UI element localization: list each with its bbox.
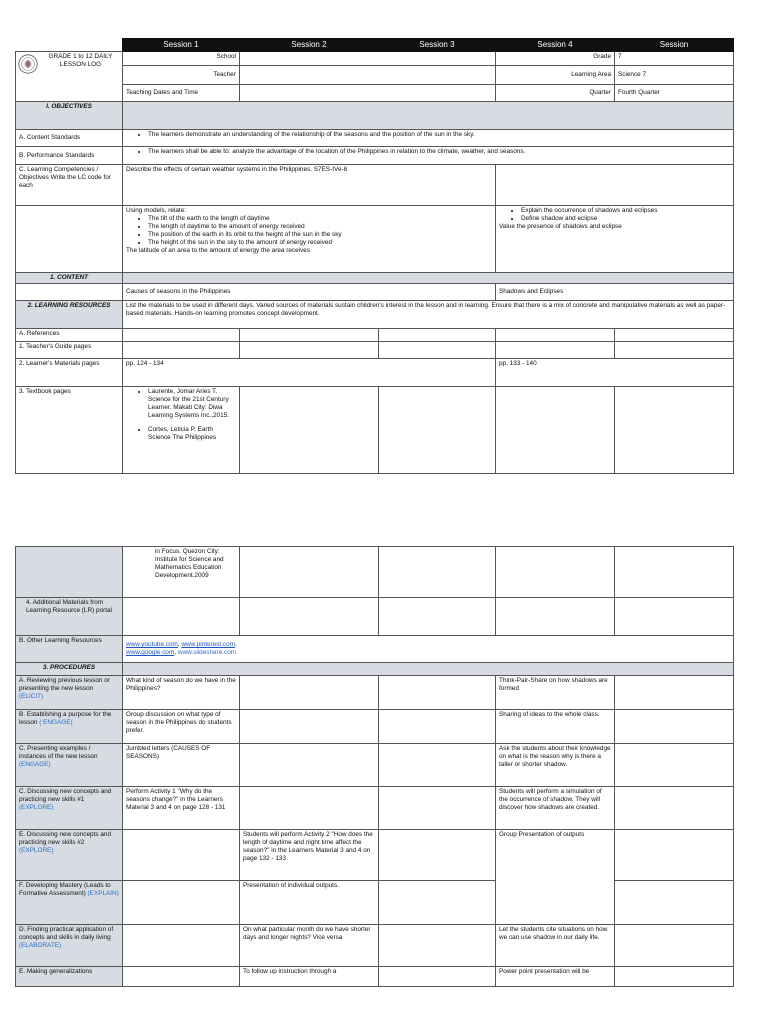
teacher-label: Teacher [123,66,240,85]
objectives-blank [16,206,123,273]
learners-materials-label: 2. Learner's Materials pages [16,359,123,387]
tbc-s2 [240,547,379,598]
content-standards-label: A. Content Standards [16,130,123,147]
learning-area-value: Science 7 [615,66,734,85]
procedure-s1 [123,967,240,987]
performance-standards-label: B. Performance Standards [16,147,123,165]
models-item: • The height of the sun in the sky to the amount of energy received [148,239,492,247]
procedure-s2: Students will perform Activity 2 "How does the length of daytime and night time affect the season?" in the Learners Material 3 and 4 on page 132 - 133 [240,830,379,881]
header-blank [16,39,123,52]
procedure-s3 [379,676,496,710]
session-4-header: Session 4 [496,39,615,52]
school-label: School [123,52,240,66]
procedure-s4: Think-Pair-Share on how shadows are formed [496,676,615,710]
textbook-s5 [615,387,734,474]
grade-label: Grade [496,52,615,66]
lesson-log-table-page2 [15,546,734,987]
procedure-tag: ( ENGAGE) [39,719,73,726]
quarter-label: Quarter [496,85,615,102]
procedure-s1 [123,830,240,881]
deped-seal-icon [18,54,38,74]
performance-standards-cell [123,147,734,165]
lm-s4: pp. 133 - 140 [496,359,734,387]
tg-s2 [240,342,379,359]
models-item: • The length of daytime to the amount of energy received [148,223,492,231]
tg-s5 [615,342,734,359]
procedure-label: E. Discussing new concepts and practicing new skills #2 (EXPLORE) [16,830,123,881]
log-title-cell [16,52,123,102]
objectives-heading: I. OBJECTIVES [16,102,123,130]
procedure-s3 [379,830,496,881]
procedure-s1 [123,925,240,967]
session-2-header: Session 2 [240,39,379,52]
performance-standards-value: • The learners shall be able to: analyze the advantage of the location of the Philippines in relation to the climate, weather, and seasons. [148,148,730,156]
procedure-s1: Jumbled letters (CAUSES OF SEASONS) [123,744,240,787]
content-s4: Shadows and Eclipses [496,284,734,301]
tbc-s3 [379,547,496,598]
procedure-label: E. Making generalizations [16,967,123,987]
procedure-s5 [615,710,734,744]
textbook-s2 [240,387,379,474]
other-resources-label: B. Other Learning Resources [16,636,123,663]
session-5-header: Session [615,39,734,52]
am-s2 [240,598,379,636]
procedure-s4: Let the students cite situations on how we can use shadow in our daily life. [496,925,615,967]
textbook-item: • Laurente, Jomar Aries T. Science for the 21st Century Learner. Makati City: Diwa Learning Systems Inc.,2015. [148,388,236,420]
quarter-value: Fourth Quarter [615,85,734,102]
am-s3 [379,598,496,636]
procedure-s3 [379,787,496,830]
procedure-s1 [123,881,240,925]
procedure-tag: (EXPLORE) [19,804,54,811]
lesson-log-table-page1 [15,38,734,474]
content-blank [16,284,123,301]
procedure-s5 [615,676,734,710]
teachers-guide-label: 1. Teacher's Guide pages [16,342,123,359]
textbook-s3 [379,387,496,474]
textbook-label: 3. Textbook pages [16,387,123,474]
link-youtube[interactable]: www.youtube.com [126,641,178,648]
link-google[interactable]: www.google.com [126,649,175,656]
procedure-tag: (ELABORATE) [19,942,62,949]
procedure-s3 [379,881,496,925]
procedure-s3 [379,967,496,987]
procedure-s5 [615,881,734,925]
procedure-s5 [615,744,734,787]
procedure-s2: Presentation of individual outputs. [240,881,379,925]
s4-objective-item: • Define shadow and eclipse [521,215,730,223]
procedure-tag: (EXPLORE) [19,847,54,854]
procedure-s5 [615,830,734,881]
s4-objective-item: • Explain the occurrence of shadows and eclipses [521,207,730,215]
procedure-s2 [240,787,379,830]
content-standards-cell [123,130,734,147]
procedure-s2 [240,744,379,787]
am-s1 [123,598,240,636]
learning-area-label: Learning Area [496,66,615,85]
procedure-s1: Perform Activity 1 "Why do the seasons change?" in the Learners Material 3 and 4 on page 128 - 131 [123,787,240,830]
competencies-value: Describe the effects of certain weather systems in the Philippines. S7ES-IVe-8 [123,165,496,206]
additional-materials-label: 4. Additional Materials from Learning Resource (LR) portal [16,598,123,636]
procedure-label: C. Discussing new concepts and practicing new skills #1 (EXPLORE) [16,787,123,830]
procedure-s2: To follow up instruction through a [240,967,379,987]
procedure-label: F. Developing Mastery (Leads to Formative Assessment) (EXPLAIN) [16,881,123,925]
procedure-s3 [379,925,496,967]
procedure-tag: (EXPLAIN) [87,890,119,897]
models-list [126,215,492,247]
log-title: GRADE 1 to 12 DAILY LESSON LOG [48,53,113,68]
models-cell [123,206,496,273]
ref-s4 [496,329,615,342]
content-s1: Causes of seasons in the Philippines [123,284,496,301]
ref-s5 [615,329,734,342]
textbook-s1 [123,387,240,474]
link-pinterest[interactable]: www.pinterest.com [181,641,236,648]
am-s4 [496,598,615,636]
procedure-s2: On what particular month do we have shorter days and longer nights? Vice versa [240,925,379,967]
models-intro: Using models, relate: [126,207,187,214]
content-heading: 1. CONTENT [16,273,123,284]
procedure-s1: Group discussion on what type of season in the Philippines do students prefer. [123,710,240,744]
school-value [240,52,496,66]
procedure-s4: Group Presentation of outputs [496,830,615,925]
s4-objective-tail: Value the presence of shadows and eclipse [499,223,622,230]
tg-s3 [379,342,496,359]
procedure-s2 [240,676,379,710]
content-heading-fill [123,273,734,284]
tg-s1 [123,342,240,359]
textbook-cont-label [16,547,123,598]
lm-s1: pp. 124 - 134 [123,359,496,387]
s4-objectives-cell [496,206,734,273]
procedure-s3 [379,744,496,787]
dates-value [240,85,496,102]
procedure-s5 [615,787,734,830]
models-item: • The tilt of the earth to the length of daytime [148,215,492,223]
models-tail: The latitude of an area to the amount of energy the area receives [126,247,311,254]
procedure-s4: Sharing of ideas to the whole class. [496,710,615,744]
procedure-s3 [379,710,496,744]
competencies-s4 [496,165,734,206]
competencies-label: C. Learning Competencies / Objectives Write the LC code for each [16,165,123,206]
ref-s2 [240,329,379,342]
session-header-row [16,39,734,52]
procedure-s4: Ask the students about their knowledge on what is the reason why is there a taller or shorter shadow. [496,744,615,787]
procedure-tag: (ENGAGE) [19,761,51,768]
procedure-label: A. Reviewing previous lesson or presenting the new lesson (ELICIT) [16,676,123,710]
am-s5 [615,598,734,636]
procedure-label: B. Establishing a purpose for the lesson ( ENGAGE) [16,710,123,744]
procedure-s4: Students will perform a simulation of the occurrence of shadow. They will discover how shadows are created. [496,787,615,830]
objectives-heading-fill [123,102,734,130]
procedures-heading-fill [123,663,734,676]
textbook-item: • Cortes, Leticia P. Earth Science The Philippines [148,426,236,442]
link-slideshare[interactable]: www.slideshare.com [177,649,237,656]
models-item: • The position of the earth in its orbit to the height of the sun in the sky [148,231,492,239]
procedure-s2 [240,710,379,744]
references-label: A. References [16,329,123,342]
textbook-continued: in Focus. Quezon City: Institute for Science and Mathematics Education Development,2009 [123,547,240,598]
procedures-heading: 3. PROCEDURES [16,663,123,676]
procedure-s4: Power point presentation will be [496,967,615,987]
grade-value: 7 [615,52,734,66]
session-1-header: Session 1 [123,39,240,52]
other-resources-links: www.youtube.com, www.pinterest.com, www.google.com, www.slideshare.com [123,636,734,663]
tbc-s4 [496,547,615,598]
ref-s1 [123,329,240,342]
resources-desc: List the materials to be used in different days. Varied sources of materials sustain children's interest in the lesson and in learning. Ensure that there is a mix of concrete and manipulative materials as well as paper-based materials. Hands-on learning promotes concept development. [123,301,734,329]
session-3-header: Session 3 [379,39,496,52]
procedure-s1: What kind of season do we have in the Philippines? [123,676,240,710]
procedure-label: C. Presenting examples / instances of the new lesson (ENGAGE) [16,744,123,787]
tbc-s5 [615,547,734,598]
dates-label: Teaching Dates and Time [123,85,240,102]
textbook-s4 [496,387,615,474]
teacher-value [240,66,496,85]
procedure-tag: (ELICIT) [19,693,44,700]
content-standards-value: • The learners demonstrate an understanding of the relationship of the seasons and the position of the sun in the sky. [148,131,730,139]
procedure-s5 [615,967,734,987]
procedure-s5 [615,925,734,967]
ref-s3 [379,329,496,342]
tg-s4 [496,342,615,359]
procedure-label: D. Finding practical application of concepts and skills in daily living (ELABORATE) [16,925,123,967]
resources-heading: 2. LEARNING RESOURCES [16,301,123,329]
